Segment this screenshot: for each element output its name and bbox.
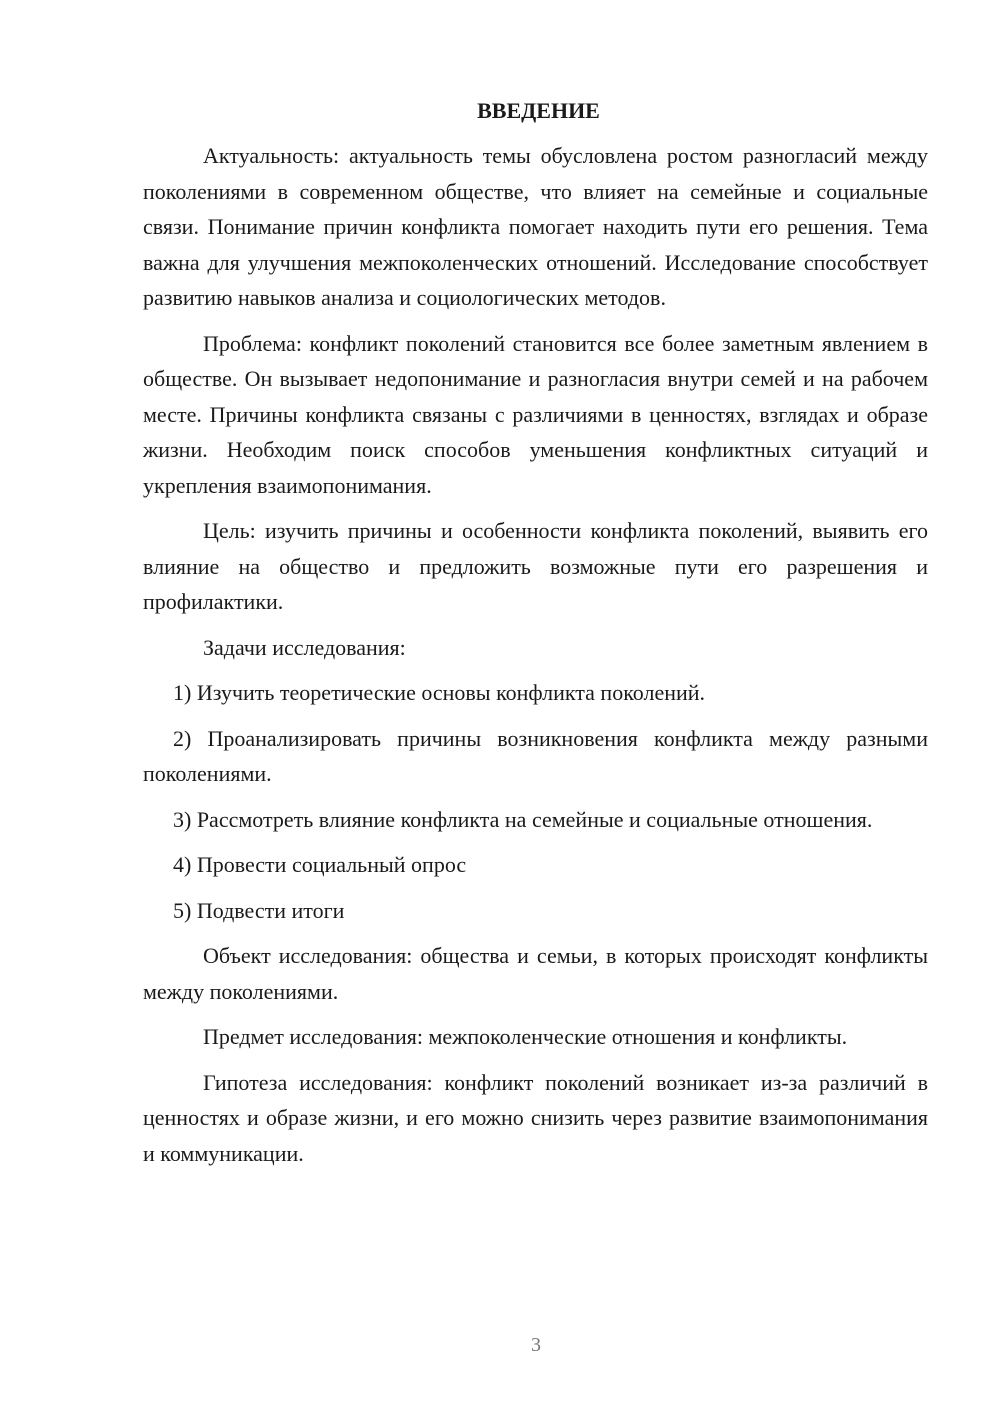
relevance-paragraph: Актуальность: актуальность темы обусловлена ростом разногласий между поколениями в современном обществе, что влияет на семейные и социальные связи. Понимание причин конфликта помогает находить пути его решения. Тема важна для улучшения межпоколенческих отношений. Исследование способствует развитию навыков анализа и социологических методов. (143, 143, 928, 310)
task-item-5: 5) Подвести итоги (173, 897, 345, 923)
tasks-heading: Задачи исследования: (203, 634, 406, 660)
task-item-1: 1) Изучить теоретические основы конфликта поколений. (173, 680, 706, 705)
problem-paragraph: Проблема: конфликт поколений становится все более заметным явлением в обществе. Он вызывает недопонимание и разногласия внутри семей и на рабочем месте. Причины конфликта связаны с различиями в ценностях, взглядах и образе жизни. Необходим поиск способов уменьшения конфликтных ситуаций и укрепления взаимопонимания. (143, 330, 928, 498)
object-paragraph: Объект исследования: общества и семьи, в которых происходят конфликты между поколениями. (143, 943, 928, 1004)
task-item-4: 4) Провести социальный опрос (173, 852, 467, 877)
goal-paragraph: Цель: изучить причины и особенности конфликта поколений, выявить его влияние на общество и предложить возможные пути его разрешения и профилактики. (143, 518, 928, 614)
task-item-3: 3) Рассмотреть влияние конфликта на семейные и социальные отношения. (173, 806, 873, 832)
document-body (143, 93, 928, 1181)
subject-paragraph: Предмет исследования: межпоколенческие отношения и конфликты. (203, 1024, 848, 1049)
page-number: 3 (531, 1334, 541, 1356)
task-item-2: 2) Проанализировать причины возникновения конфликта между разными поколениями. (143, 725, 928, 786)
page-title: ВВЕДЕНИЕ (477, 98, 600, 123)
hypothesis-paragraph: Гипотеза исследования: конфликт поколений возникает из-за различий в ценностях и образе жизни, и его можно снизить через развитие взаимопонимания и коммуникации. (143, 1069, 928, 1166)
